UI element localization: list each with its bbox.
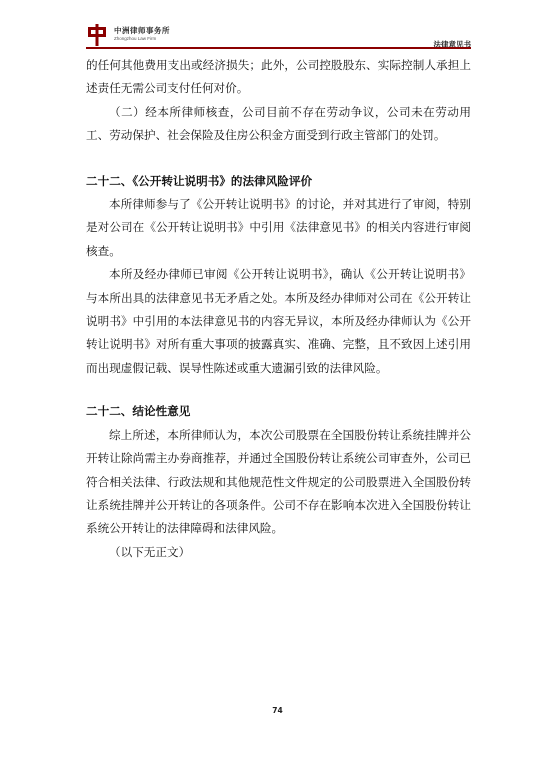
- section-spacer: [86, 148, 471, 170]
- paragraph-conclusion: 综上所述，本所律师认为，本次公司股票在全国股份转让系统挂牌并公开转让除尚需主办券商推荐，并通过全国股份转让系统公司审查外，公司已符合相关法律、行政法规和其他规范性文件规定的公司股票进入全国股份转让系统挂牌并公开转让的各项条件。公司不存在影响本次进入全国股份转让系统公开转让的法律障碍和法律风险。: [86, 427, 471, 536]
- section-heading-conclusion: 二十二、结论性意见: [86, 404, 191, 419]
- paragraph-review-confirmation: 本所及经办律师已审阅《公开转让说明书》，确认《公开转让说明书》与本所出具的法律意见书无矛盾之处。本所及经办律师对公司在《公开转让说明书》中引用的本法律意见书的内容无异议，本所及经办律师认为《公开转让说明书》对所有重大事项的披露真实、准确、完整，且不致因上述引用而出现虚假记载、误导性陈述或重大遗漏引致的法律风险。: [86, 267, 471, 375]
- paragraph-continuation: 的任何其他费用支出或经济损失；此外，公司控股股东、实际控制人承担上述责任无需公司支付任何对价。: [86, 58, 471, 96]
- paragraph-labor-dispute: （二）经本所律师核查，公司目前不存在劳动争议，公司未在劳动用工、劳动保护、社会保险及住房公积金方面受到行政主管部门的处罚。: [86, 104, 471, 143]
- page-number: 74: [272, 706, 283, 715]
- document-type-label: 法律意见书: [433, 40, 471, 49]
- document-body: [86, 54, 471, 564]
- section-heading-legal-risk: 二十二、《公开转让说明书》的法律风险评价: [86, 173, 313, 188]
- firm-logo-icon: [86, 24, 108, 46]
- firm-name: [114, 26, 170, 42]
- paragraph-review-participation: 本所律师参与了《公开转让说明书》的讨论，并对其进行了审阅，特别是对公司在《公开转让说明书》中引用《法律意见书》的相关内容进行审阅核查。: [86, 197, 471, 258]
- firm-name-cn: 中洲律师事务所: [114, 26, 170, 35]
- header-divider: [86, 47, 471, 49]
- section-spacer: [86, 380, 471, 400]
- paragraph-no-further-text: （以下无正文）: [109, 544, 191, 559]
- firm-name-en: Zhongzhou Law Firm: [114, 36, 157, 41]
